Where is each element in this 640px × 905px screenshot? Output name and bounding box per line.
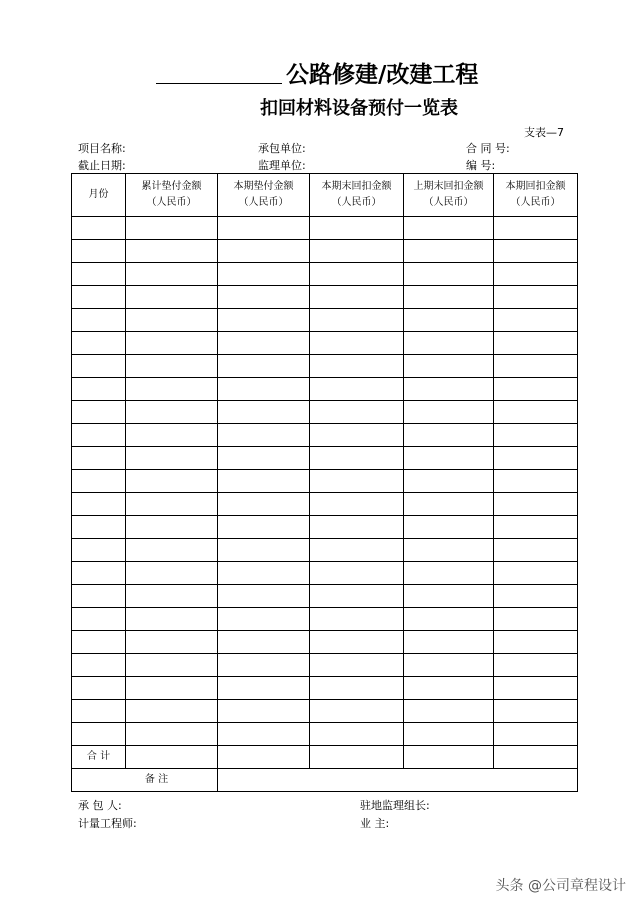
table-cell[interactable]	[404, 332, 494, 355]
table-cell[interactable]	[404, 309, 494, 332]
table-cell[interactable]	[310, 217, 404, 240]
table-cell[interactable]	[404, 355, 494, 378]
table-cell[interactable]	[126, 263, 218, 286]
table-cell[interactable]	[404, 286, 494, 309]
table-cell[interactable]	[494, 539, 578, 562]
table-cell[interactable]	[126, 424, 218, 447]
table-cell[interactable]	[310, 585, 404, 608]
table-cell[interactable]	[72, 723, 126, 746]
page-subtitle: 扣回材料设备预付一览表	[260, 98, 458, 119]
contractor-unit-label: 承包单位:	[258, 142, 306, 155]
table-cell[interactable]	[494, 240, 578, 263]
table-cell[interactable]	[126, 401, 218, 424]
table-cell[interactable]	[404, 240, 494, 263]
table-cell[interactable]	[310, 332, 404, 355]
table-cell[interactable]	[494, 378, 578, 401]
table-cell[interactable]	[494, 654, 578, 677]
table-row	[72, 631, 578, 654]
table-cell[interactable]	[310, 700, 404, 723]
contract-no-label: 合 同 号:	[466, 142, 510, 155]
col-header-current-advance: 本期垫付金额 （人民币）	[218, 174, 310, 217]
table-cell[interactable]	[494, 286, 578, 309]
table-cell[interactable]	[126, 631, 218, 654]
table-cell[interactable]	[310, 355, 404, 378]
table-cell[interactable]	[218, 263, 310, 286]
deadline-label: 截止日期:	[78, 159, 126, 172]
table-cell[interactable]	[126, 746, 218, 769]
table-cell[interactable]	[126, 470, 218, 493]
table-cell[interactable]	[404, 608, 494, 631]
table-cell[interactable]	[72, 562, 126, 585]
table-cell[interactable]	[494, 470, 578, 493]
owner-signature-label: 业 主:	[360, 817, 390, 830]
table-cell[interactable]	[218, 608, 310, 631]
table-cell[interactable]	[310, 309, 404, 332]
table-row	[72, 401, 578, 424]
table-cell[interactable]	[404, 424, 494, 447]
table-cell[interactable]	[310, 723, 404, 746]
table-cell[interactable]	[404, 493, 494, 516]
table-row	[72, 217, 578, 240]
table-cell[interactable]	[494, 562, 578, 585]
table-row	[72, 677, 578, 700]
total-label: 合 计	[72, 746, 126, 769]
table-cell[interactable]	[494, 585, 578, 608]
table-cell[interactable]	[404, 631, 494, 654]
table-cell[interactable]	[126, 309, 218, 332]
table-cell[interactable]	[218, 401, 310, 424]
table-cell[interactable]	[126, 493, 218, 516]
table-cell[interactable]	[72, 470, 126, 493]
total-row	[72, 746, 578, 769]
table-cell[interactable]	[218, 746, 310, 769]
table-cell[interactable]	[72, 424, 126, 447]
prepayment-table	[71, 173, 578, 792]
table-row	[72, 585, 578, 608]
table-row	[72, 654, 578, 677]
table-cell[interactable]	[310, 746, 404, 769]
table-cell[interactable]	[72, 401, 126, 424]
table-row	[72, 309, 578, 332]
page-title: 公路修建/改建工程	[286, 62, 479, 88]
table-cell[interactable]	[310, 263, 404, 286]
table-cell[interactable]	[310, 447, 404, 470]
table-cell[interactable]	[494, 263, 578, 286]
table-cell[interactable]	[218, 332, 310, 355]
table-cell[interactable]	[126, 677, 218, 700]
table-cell[interactable]	[218, 723, 310, 746]
title-row	[0, 56, 640, 90]
table-cell[interactable]	[72, 700, 126, 723]
table-cell[interactable]	[404, 677, 494, 700]
table-cell[interactable]	[494, 447, 578, 470]
remarks-label: 备 注	[72, 769, 218, 792]
table-cell[interactable]	[310, 539, 404, 562]
table-cell[interactable]	[494, 401, 578, 424]
table-cell[interactable]	[72, 654, 126, 677]
table-cell[interactable]	[404, 263, 494, 286]
serial-no-label: 编 号:	[466, 159, 496, 172]
table-cell[interactable]	[404, 723, 494, 746]
table-row	[72, 723, 578, 746]
table-row	[72, 516, 578, 539]
table-cell[interactable]	[310, 470, 404, 493]
table-cell[interactable]	[310, 493, 404, 516]
supervision-unit-label: 监理单位:	[258, 159, 306, 172]
table-cell[interactable]	[72, 585, 126, 608]
table-cell[interactable]	[72, 217, 126, 240]
remarks-cell[interactable]	[218, 769, 578, 792]
table-cell[interactable]	[126, 240, 218, 263]
table-row	[72, 493, 578, 516]
table-cell[interactable]	[404, 401, 494, 424]
table-cell[interactable]	[72, 631, 126, 654]
table-cell[interactable]	[494, 424, 578, 447]
table-cell[interactable]	[310, 654, 404, 677]
table-cell[interactable]	[494, 217, 578, 240]
table-cell[interactable]	[218, 677, 310, 700]
table-cell[interactable]	[126, 562, 218, 585]
table-cell[interactable]	[126, 516, 218, 539]
table-cell[interactable]	[126, 286, 218, 309]
col-header-previous-end-deduction: 上期末回扣金额 （人民币）	[404, 174, 494, 217]
table-cell[interactable]	[310, 516, 404, 539]
table-cell[interactable]	[310, 424, 404, 447]
table-cell[interactable]	[218, 378, 310, 401]
table-cell[interactable]	[218, 217, 310, 240]
table-cell[interactable]	[72, 539, 126, 562]
table-cell[interactable]	[494, 608, 578, 631]
table-cell[interactable]	[404, 470, 494, 493]
table-row	[72, 562, 578, 585]
table-cell[interactable]	[72, 355, 126, 378]
table-row	[72, 470, 578, 493]
table-cell[interactable]	[126, 447, 218, 470]
table-cell[interactable]	[72, 240, 126, 263]
table-cell[interactable]	[310, 378, 404, 401]
table-cell[interactable]	[218, 631, 310, 654]
table-cell[interactable]	[72, 263, 126, 286]
table-cell[interactable]	[218, 240, 310, 263]
table-body	[72, 217, 578, 792]
table-cell[interactable]	[126, 654, 218, 677]
table-cell[interactable]	[404, 217, 494, 240]
table-cell[interactable]	[218, 539, 310, 562]
table-cell[interactable]	[404, 746, 494, 769]
table-cell[interactable]	[494, 723, 578, 746]
table-cell[interactable]	[494, 493, 578, 516]
table-row	[72, 539, 578, 562]
table-cell[interactable]	[218, 309, 310, 332]
table-cell[interactable]	[404, 700, 494, 723]
table-cell[interactable]	[126, 700, 218, 723]
table-cell[interactable]	[404, 654, 494, 677]
table-cell[interactable]	[218, 516, 310, 539]
table-cell[interactable]	[126, 723, 218, 746]
form-number: 支表—7	[524, 126, 564, 139]
table-cell[interactable]	[72, 447, 126, 470]
table-cell[interactable]	[310, 401, 404, 424]
table-cell[interactable]	[494, 700, 578, 723]
table-cell[interactable]	[494, 746, 578, 769]
table-cell[interactable]	[126, 355, 218, 378]
table-row	[72, 332, 578, 355]
col-header-current-deduction: 本期回扣金额 （人民币）	[494, 174, 578, 217]
table-cell[interactable]	[126, 378, 218, 401]
table-cell[interactable]	[404, 516, 494, 539]
table-row	[72, 355, 578, 378]
table-cell[interactable]	[218, 493, 310, 516]
table-cell[interactable]	[218, 585, 310, 608]
table-cell[interactable]	[494, 355, 578, 378]
col-header-current-end-deduction: 本期末回扣金额 （人民币）	[310, 174, 404, 217]
title-blank-line	[156, 83, 282, 84]
table-cell[interactable]	[494, 332, 578, 355]
table-row	[72, 378, 578, 401]
project-name-label: 项目名称:	[78, 142, 126, 155]
table-cell[interactable]	[126, 332, 218, 355]
table-row	[72, 447, 578, 470]
table-cell[interactable]	[126, 608, 218, 631]
table-cell[interactable]	[494, 516, 578, 539]
table-cell[interactable]	[310, 631, 404, 654]
table-cell[interactable]	[404, 447, 494, 470]
table-cell[interactable]	[126, 217, 218, 240]
col-header-month: 月份	[72, 174, 126, 217]
table-cell[interactable]	[404, 562, 494, 585]
table-cell[interactable]	[72, 286, 126, 309]
table-cell[interactable]	[72, 378, 126, 401]
table-cell[interactable]	[218, 654, 310, 677]
remarks-row	[72, 769, 578, 792]
contractor-signature-label: 承 包 人:	[78, 799, 122, 812]
table-cell[interactable]	[494, 309, 578, 332]
table-cell[interactable]	[310, 562, 404, 585]
table-cell[interactable]	[218, 470, 310, 493]
table-cell[interactable]	[404, 585, 494, 608]
watermark: 头条 @公司章程设计	[495, 878, 626, 894]
table-cell[interactable]	[218, 286, 310, 309]
table-cell[interactable]	[126, 585, 218, 608]
table-cell[interactable]	[72, 516, 126, 539]
table-cell[interactable]	[72, 332, 126, 355]
table-row	[72, 700, 578, 723]
table-cell[interactable]	[310, 286, 404, 309]
table-row	[72, 424, 578, 447]
table-row	[72, 263, 578, 286]
table-cell[interactable]	[310, 240, 404, 263]
table-cell[interactable]	[404, 378, 494, 401]
table-cell[interactable]	[72, 493, 126, 516]
table-cell[interactable]	[404, 539, 494, 562]
site-supervision-signature-label: 驻地监理组长:	[360, 799, 430, 812]
table-cell[interactable]	[494, 677, 578, 700]
table-cell[interactable]	[72, 608, 126, 631]
table-cell[interactable]	[218, 424, 310, 447]
table-cell[interactable]	[72, 677, 126, 700]
table-row	[72, 286, 578, 309]
table-cell[interactable]	[218, 355, 310, 378]
table-row	[72, 608, 578, 631]
table-cell[interactable]	[310, 608, 404, 631]
table-cell[interactable]	[218, 447, 310, 470]
table-cell[interactable]	[72, 309, 126, 332]
table-cell[interactable]	[218, 562, 310, 585]
table-cell[interactable]	[494, 631, 578, 654]
quantity-engineer-signature-label: 计量工程师:	[78, 817, 137, 830]
table-header-row	[72, 174, 578, 217]
table-cell[interactable]	[126, 539, 218, 562]
col-header-cumulative-advance: 累计垫付金额 （人民币）	[126, 174, 218, 217]
table-row	[72, 240, 578, 263]
table-cell[interactable]	[310, 677, 404, 700]
table-cell[interactable]	[218, 700, 310, 723]
